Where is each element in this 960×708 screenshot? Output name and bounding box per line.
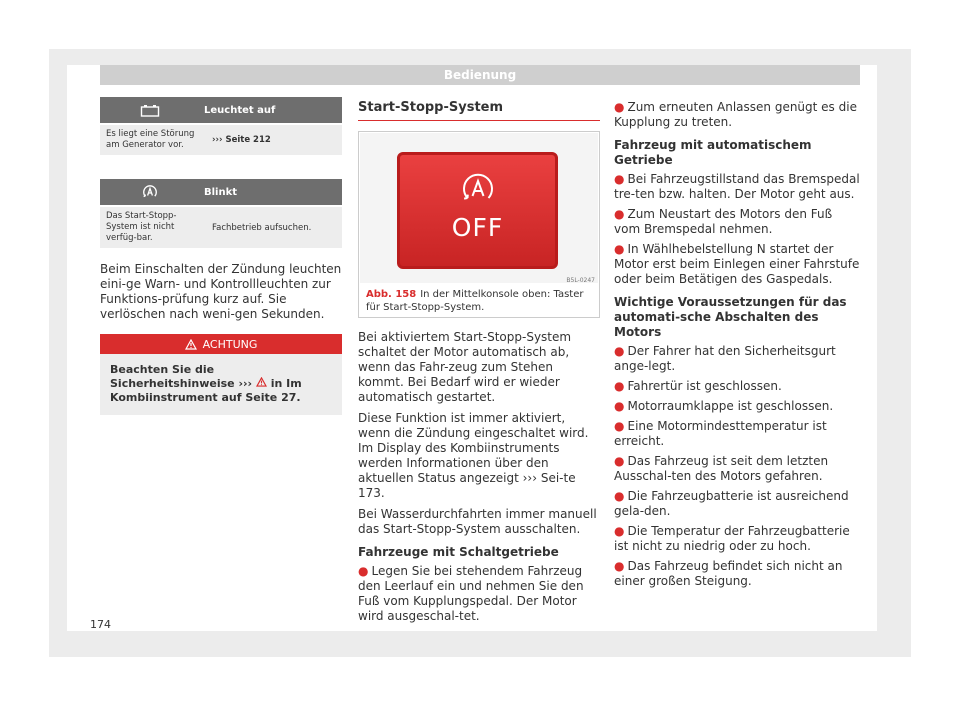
section-title: Start-Stopp-System: [358, 100, 600, 121]
warning-box: [100, 334, 342, 415]
warning-text-a[interactable]: Beachten Sie die Sicherheitshinweise ›››: [110, 363, 253, 390]
list-item: [614, 379, 860, 394]
figure-caption-label: Abb. 158: [366, 289, 417, 300]
list-item: [614, 207, 860, 237]
list-item-text: Fahrertür ist geschlossen.: [627, 379, 782, 393]
warning-triangle-icon: [185, 339, 197, 350]
column-left: [100, 97, 342, 415]
list-item-text: Der Fahrer hat den Sicherheitsgurt ange-legt.: [614, 344, 836, 373]
list-item-text: Die Temperatur der Fahrzeugbatterie ist nicht zu niedrig oder zu hoch.: [614, 524, 850, 553]
figure-caption-text: In der Mittelkonsole oben: Taster für Start-Stopp-System.: [366, 289, 584, 313]
list-item-text: Das Fahrzeug ist seit dem letzten Ausschal-ten des Motors gefahren.: [614, 454, 829, 483]
table-cell-condition: Das Start-Stopp-System ist nicht verfüg-bar.: [106, 211, 177, 243]
list-item: [614, 242, 860, 287]
bullet-icon: ●: [614, 207, 625, 221]
table-row: [100, 125, 342, 155]
list-item: [614, 524, 860, 554]
paragraph: Bei Wasserdurchfahrten immer manuell das Start-Stopp-System ausschalten.: [358, 507, 597, 536]
figure-code: B5L-0247: [566, 277, 595, 284]
bullet-icon: ●: [614, 524, 625, 538]
battery-icon: [100, 104, 200, 117]
list-item-text: Die Fahrzeugbatterie ist ausreichend gela-den.: [614, 489, 849, 518]
list-item-text: Das Fahrzeug befindet sich nicht an einer großen Steigung.: [614, 559, 843, 588]
list-item: [614, 419, 860, 449]
subheading: Wichtige Voraussetzungen für das automati-sche Abschalten des Motors: [614, 295, 847, 339]
bullet-icon: ●: [614, 172, 625, 186]
paragraph: Bei aktiviertem Start-Stopp-System schaltet der Motor automatisch ab, wenn das Fahr-zeug zum Stehen kommt. Bei Bedarf wird er wieder automatisch gestartet.: [358, 330, 572, 404]
bullet-icon: ●: [614, 379, 625, 393]
list-item: [614, 399, 860, 414]
list-item: [614, 100, 860, 130]
list-item: [614, 489, 860, 519]
subheading: Fahrzeug mit automatischem Getriebe: [614, 138, 812, 167]
bullet-icon: ●: [614, 399, 625, 413]
bullet-icon: ●: [614, 454, 625, 468]
list-item-text: Zum Neustart des Motors den Fuß vom Bremspedal nehmen.: [614, 207, 833, 236]
warning-text: [100, 354, 342, 415]
bullet-icon: ●: [614, 344, 625, 358]
warning-header: [100, 334, 342, 354]
table-header: [100, 179, 342, 205]
table-row: [100, 207, 342, 248]
indicator-table-start-stop: [100, 179, 342, 248]
paragraph-with-link: Diese Funktion ist immer aktiviert, wenn die Zündung eingeschaltet wird. Im Display des Kombiinstruments werden Informationen über den aktuellen Status angezeigt ››› Sei-te 173.: [358, 411, 589, 500]
warning-triangle-small-icon: [256, 377, 267, 387]
list-item-text: Eine Motormindesttemperatur ist erreicht.: [614, 419, 827, 448]
start-stop-icon: [100, 184, 200, 200]
bullet-icon: ●: [614, 242, 625, 256]
bullet-icon: ●: [614, 489, 625, 503]
start-stop-icon: [460, 171, 496, 207]
page-reference-link[interactable]: ››› Seite 212: [212, 135, 271, 145]
list-item: [358, 564, 600, 624]
table-heading: Blinkt: [204, 186, 238, 198]
button-off-label: OFF: [451, 213, 504, 242]
list-item: [614, 172, 860, 202]
subheading: Fahrzeuge mit Schaltgetriebe: [358, 545, 559, 559]
list-item-text: Motorraumklappe ist geschlossen.: [627, 399, 834, 413]
table-header: [100, 97, 342, 123]
start-stop-off-button-illustration: [397, 152, 558, 269]
figure: [358, 131, 600, 318]
bullet-icon: ●: [614, 100, 625, 114]
intro-paragraph: Beim Einschalten der Zündung leuchten eini-ge Warn- und Kontrollleuchten zur Funktions-prüfung kurz auf. Sie verlöschen nach weni-gen Sekunden.: [100, 262, 342, 321]
bullet-icon: ●: [614, 559, 625, 573]
column-right: [614, 100, 860, 594]
list-item: [614, 454, 860, 484]
table-cell-condition: Es liegt eine Störung am Generator vor.: [106, 129, 195, 150]
indicator-table-battery: [100, 97, 342, 155]
warning-label: ACHTUNG: [202, 337, 258, 351]
table-heading: Leuchtet auf: [204, 104, 276, 116]
list-item-text: Bei Fahrzeugstillstand das Bremspedal tre-ten bzw. halten. Der Motor geht aus.: [614, 172, 860, 201]
bullet-icon: ●: [614, 419, 625, 433]
list-item: [614, 344, 860, 374]
warning-text-b: in Im Kombiinstrument auf Seite 27.: [110, 377, 302, 404]
list-item-text: In Wählhebelstellung N startet der Motor erst beim Einlegen einer Fahrstufe oder beim Betätigen des Gaspedals.: [614, 242, 860, 286]
list-item: [614, 559, 860, 589]
list-item-text: Zum erneuten Anlassen genügt es die Kupplung zu treten.: [614, 100, 857, 129]
list-item-text: Legen Sie bei stehendem Fahrzeug den Leerlauf ein und nehmen Sie den Fuß vom Kupplungspedal. Der Motor wird ausgeschal-tet.: [358, 564, 584, 623]
bullet-icon: ●: [358, 564, 369, 578]
page-number: 174: [90, 618, 111, 631]
running-header: Bedienung: [100, 65, 860, 85]
table-cell-action: Fachbetrieb aufsuchen.: [212, 222, 312, 233]
figure-caption: [366, 288, 593, 314]
column-middle: [358, 100, 600, 629]
